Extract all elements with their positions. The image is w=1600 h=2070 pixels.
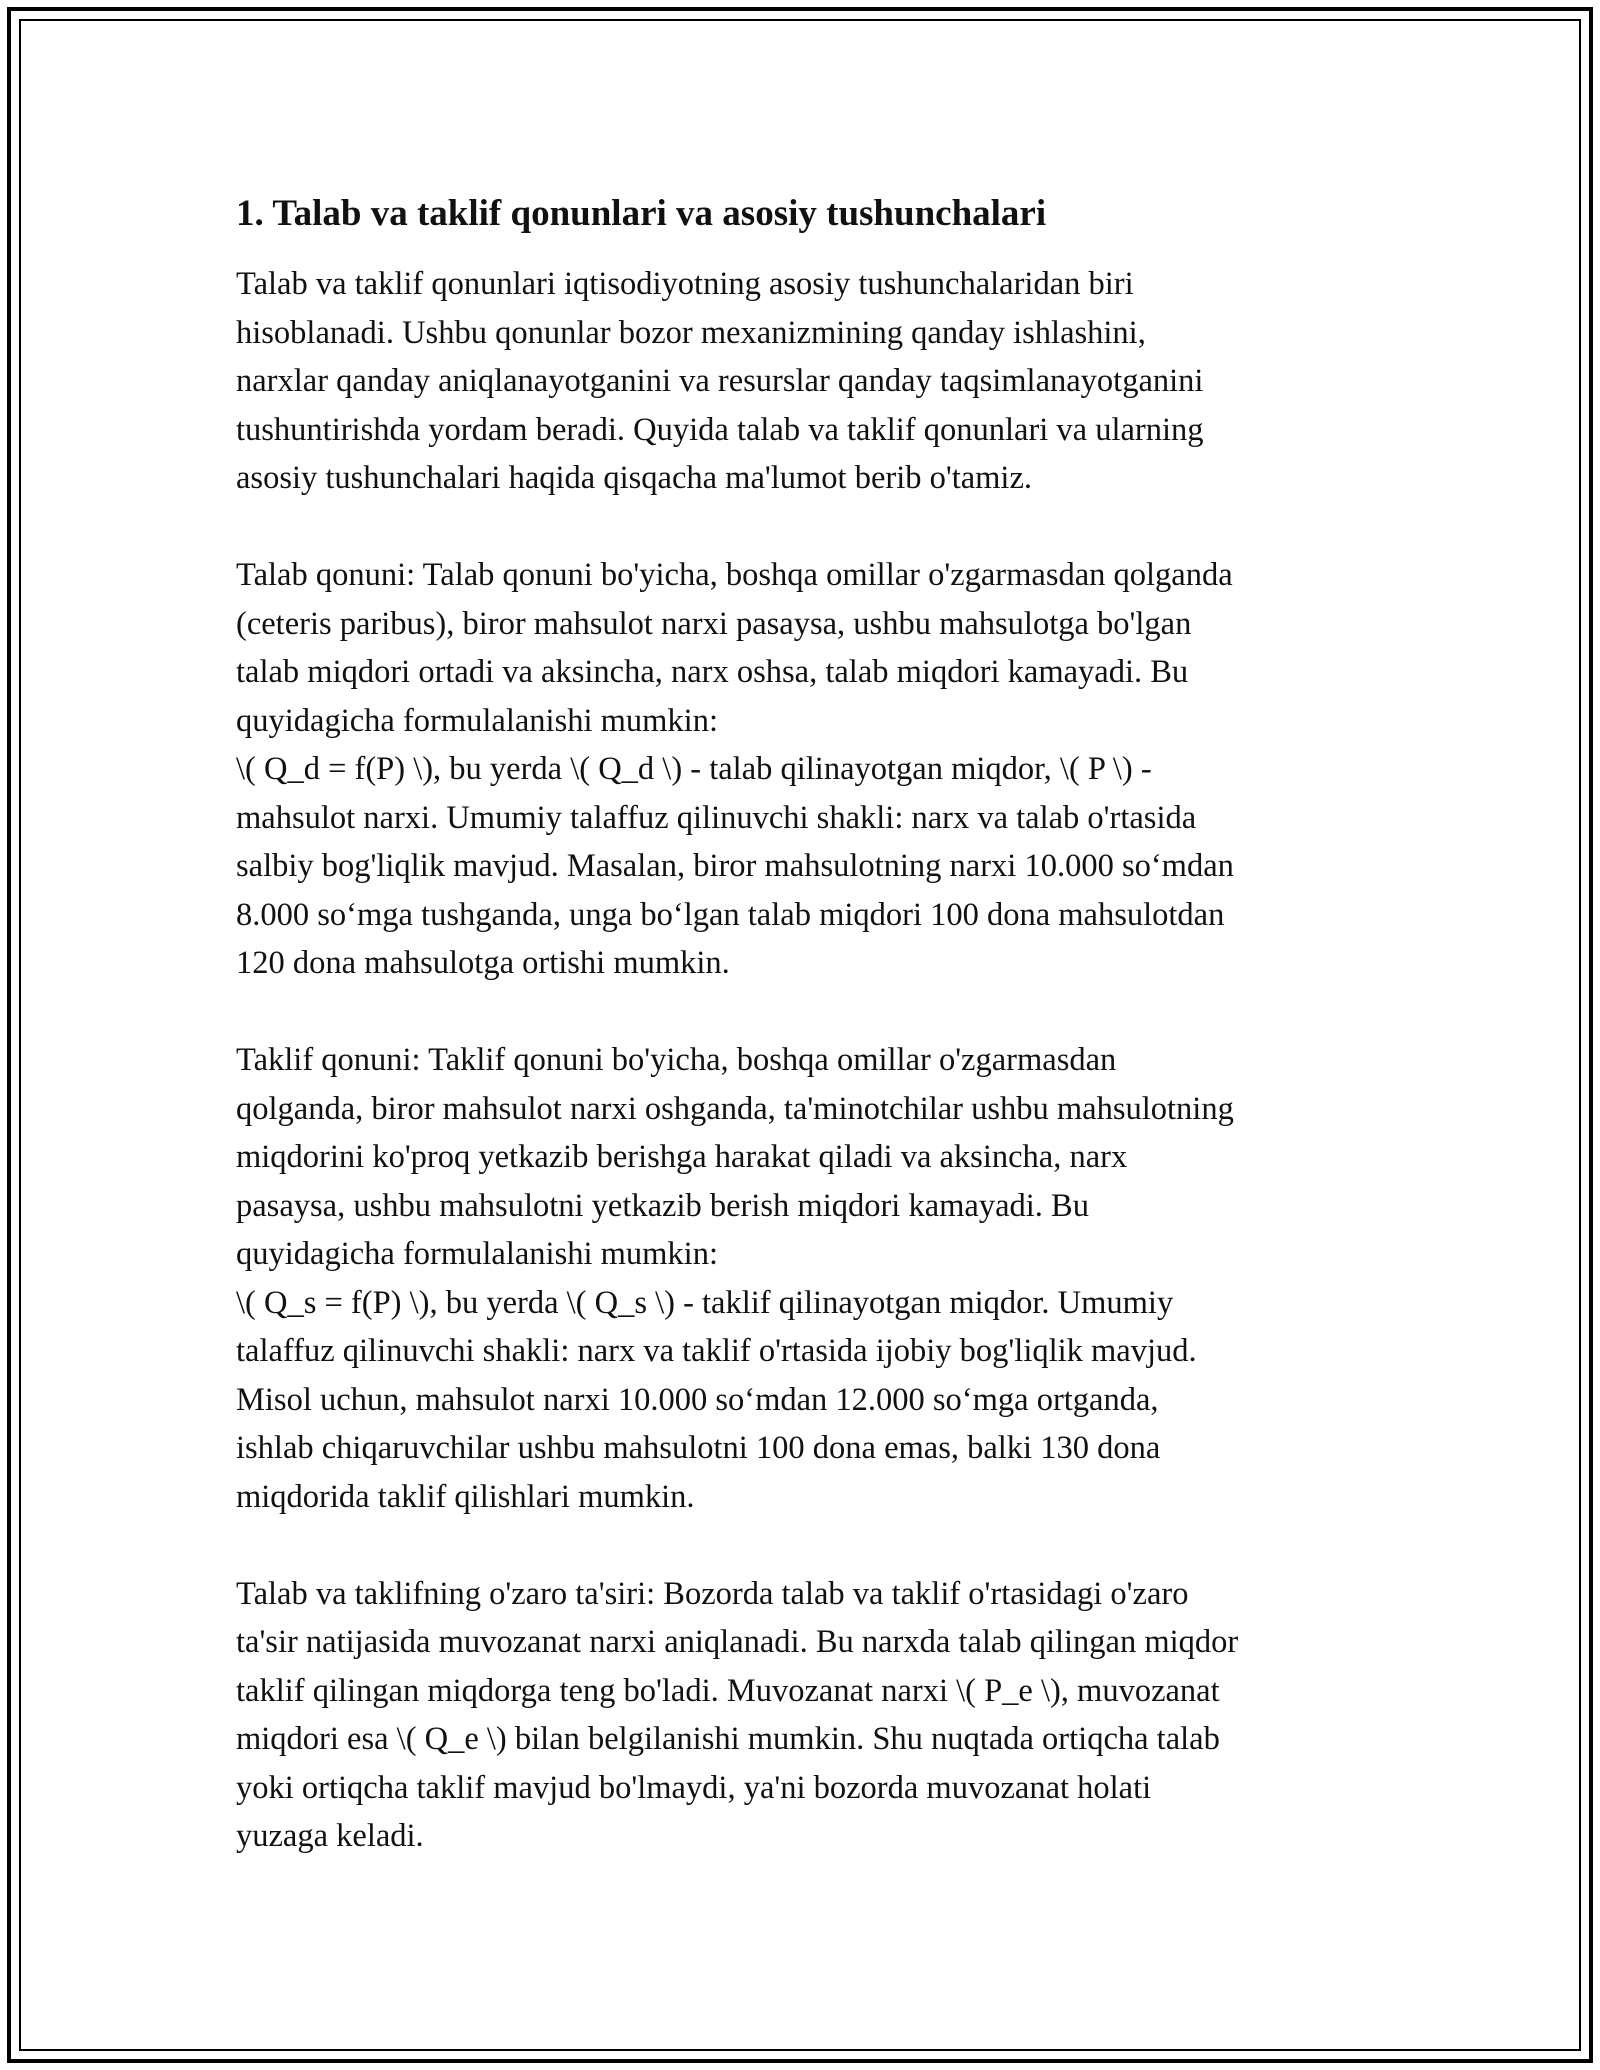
formula-line: \( Q_s = f(P) \), bu yerda \( Q_s \) - taklif qilinayotgan miqdor. Umumiy — [236, 1284, 1174, 1321]
text-line: asosiy tushunchalari haqida qisqacha ma'lumot berib o'tamiz. — [236, 460, 1033, 496]
text-line: Talab va taklif qonunlari iqtisodiyotning asosiy tushunchalaridan biri — [236, 266, 1134, 302]
section-heading: 1. Talab va taklif qonunlari va asosiy tushunchalari — [236, 193, 1047, 234]
text-line: ta'sir natijasida muvozanat narxi aniqlanadi. Bu narxda talab qilingan miqdor — [236, 1624, 1239, 1660]
text-line: narxlar qanday aniqlanayotganini va resurslar qanday taqsimlanayotganini — [236, 363, 1204, 399]
text-line: Misol uchun, mahsulot narxi 10.000 so‘mdan 12.000 so‘mga ortganda, — [236, 1381, 1159, 1418]
text-line: talaffuz qilinuvchi shakli: narx va taklif o'rtasida ijobiy bog'liqlik mavjud. — [236, 1333, 1197, 1369]
text-line: 8.000 so‘mga tushganda, unga bo‘lgan talab miqdori 100 dona mahsulotdan — [236, 896, 1225, 933]
text-line: quyidagicha formulalanishi mumkin: — [236, 1236, 718, 1272]
text-line: hisoblanadi. Ushbu qonunlar bozor mexanizmining qanday ishlashini, — [236, 314, 1146, 351]
text-line: miqdorini ko'proq yetkazib berishga harakat qiladi va aksincha, narx — [236, 1139, 1128, 1175]
text-line: (ceteris paribus), biror mahsulot narxi pasaysa, ushbu mahsulotga bo'lgan — [236, 605, 1192, 642]
text-line: Talab va taklifning o'zaro ta'siri: Bozorda talab va taklif o'rtasidagi o'zaro — [236, 1575, 1189, 1612]
text-line: salbiy bog'liqlik mavjud. Masalan, biror mahsulotning narxi 10.000 so‘mdan — [236, 848, 1234, 884]
text-line: miqdori esa \( Q_e \) bilan belgilanishi mumkin. Shu nuqtada ortiqcha talab — [236, 1721, 1220, 1757]
paragraph-demand-law — [236, 551, 1396, 988]
text-line: Taklif qonuni: Taklif qonuni bo'yicha, boshqa omillar o'zgarmasdan — [236, 1042, 1117, 1078]
text-line: Talab qonuni: Talab qonuni bo'yicha, boshqa omillar o'zgarmasdan qolganda — [236, 557, 1233, 593]
text-line: qolganda, biror mahsulot narxi oshganda, ta'minotchilar ushbu mahsulotning — [236, 1090, 1234, 1127]
text-line: taklif qilingan miqdorga teng bo'ladi. Muvozanat narxi \( P_e \), muvozanat — [236, 1672, 1220, 1709]
text-line: miqdorida taklif qilishlari mumkin. — [236, 1478, 695, 1515]
text-line: yuzaga keladi. — [236, 1818, 424, 1854]
text-line: ishlab chiqaruvchilar ushbu mahsulotni 100 dona emas, balki 130 dona — [236, 1430, 1161, 1466]
paragraph-introduction — [236, 260, 1396, 503]
formula-line: \( Q_d = f(P) \), bu yerda \( Q_d \) - talab qilinayotgan miqdor, \( P \) - — [236, 751, 1152, 787]
text-line: pasaysa, ushbu mahsulotni yetkazib berish miqdori kamayadi. Bu — [236, 1187, 1089, 1224]
text-line: talab miqdori ortadi va aksincha, narx oshsa, talab miqdori kamayadi. Bu — [236, 654, 1189, 690]
paragraph-supply-law — [236, 1036, 1396, 1521]
text-line: quyidagicha formulalanishi mumkin: — [236, 702, 718, 739]
text-line: yoki ortiqcha taklif mavjud bo'lmaydi, ya'ni bozorda muvozanat holati — [236, 1769, 1152, 1806]
paragraph-interaction — [236, 1570, 1396, 1861]
text-line: tushuntirishda yordam beradi. Quyida talab va taklif qonunlari va ularning — [236, 411, 1204, 448]
document-body — [236, 188, 1396, 1909]
text-line: 120 dona mahsulotga ortishi mumkin. — [236, 945, 730, 981]
text-line: mahsulot narxi. Umumiy talaffuz qilinuvchi shakli: narx va talab o'rtasida — [236, 799, 1197, 836]
